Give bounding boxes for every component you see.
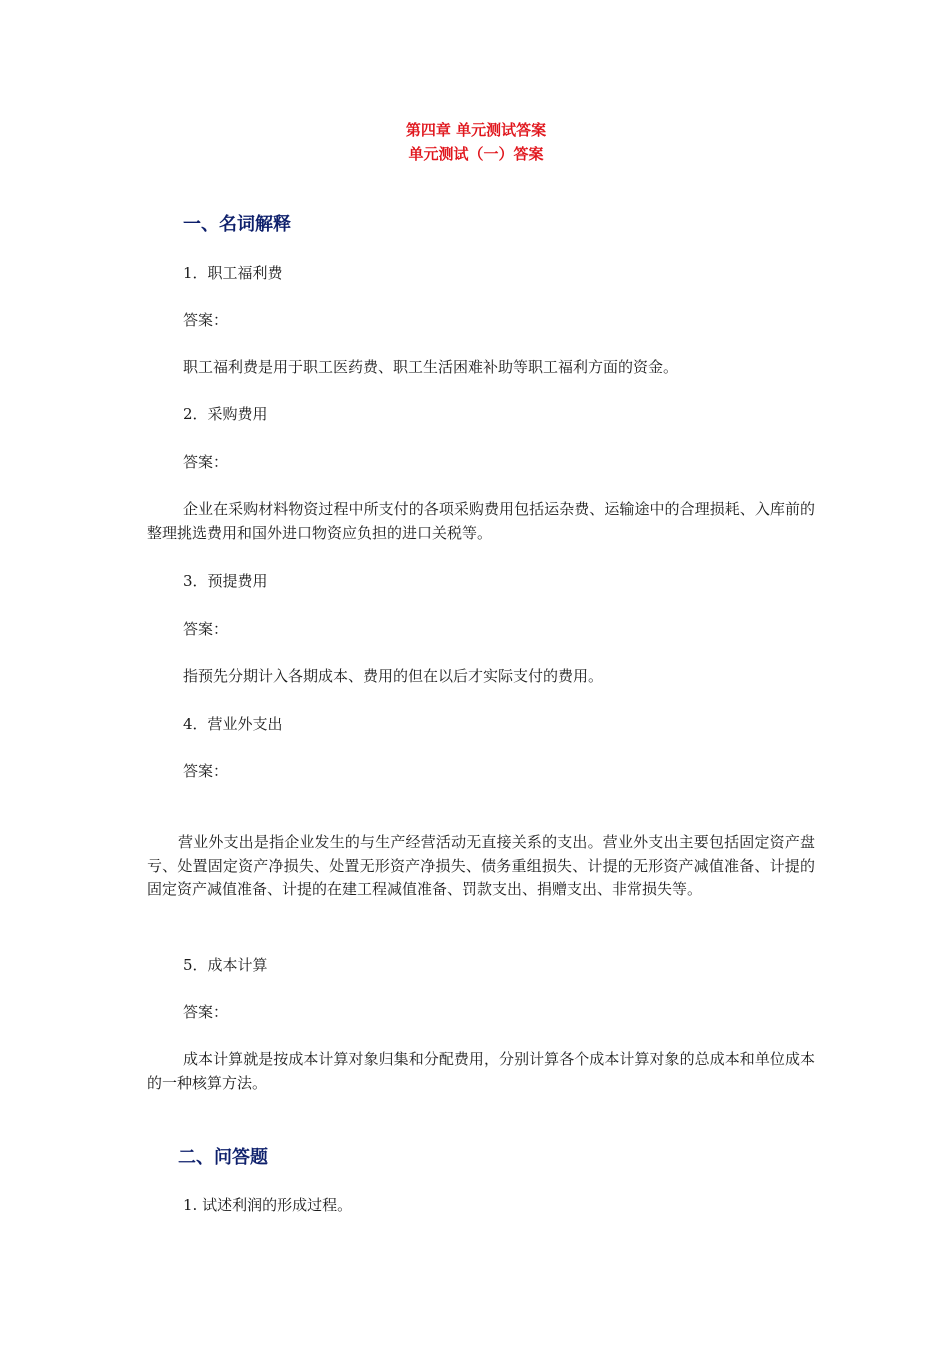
section-heading-definitions: 一、名词解释 [183, 214, 291, 235]
test-subtitle: 单元测试（一）答案 [408, 145, 544, 163]
answer-text: 成本计算就是按成本计算对象归集和分配费用，分别计算各个成本计算对象的总成本和单位成本的一种核算方法。 [147, 1050, 815, 1092]
answer-text: 指预先分期计入各期成本、费用的但在以后才实际支付的费用。 [183, 667, 604, 685]
answer-label: 答案： [183, 620, 229, 638]
term-title: 4．营业外支出 [183, 715, 283, 733]
term-title: 3．预提费用 [183, 572, 268, 590]
answer-label: 答案： [183, 311, 229, 329]
section-heading-questions: 二、问答题 [178, 1147, 268, 1168]
answer-text: 营业外支出是指企业发生的与生产经营活动无直接关系的支出。营业外支出主要包括固定资产盘亏、处置固定资产净损失、处置无形资产净损失、债务重组损失、计提的无形资产减值准备、计提的固定资产减值准备、计提的在建工程减值准备、罚款支出、捐赠支出、非常损失等。 [147, 833, 815, 898]
term-title: 1．职工福利费 [183, 264, 283, 282]
chapter-title: 第四章 单元测试答案 [405, 121, 547, 139]
answer-text: 企业在采购材料物资过程中所支付的各项采购费用包括运杂费、运输途中的合理损耗、入库前的整理挑选费用和国外进口物资应负担的进口关税等。 [147, 500, 815, 542]
term-title: 2．采购费用 [183, 405, 268, 423]
term-title: 5．成本计算 [183, 956, 268, 974]
answer-label: 答案： [183, 1003, 229, 1021]
question-text: 1. 试述利润的形成过程。 [183, 1196, 353, 1214]
answer-text: 职工福利费是用于职工医药费、职工生活困难补助等职工福利方面的资金。 [183, 358, 679, 376]
answer-label: 答案： [183, 453, 229, 471]
document-title [0, 118, 952, 166]
answer-label: 答案： [183, 762, 229, 780]
